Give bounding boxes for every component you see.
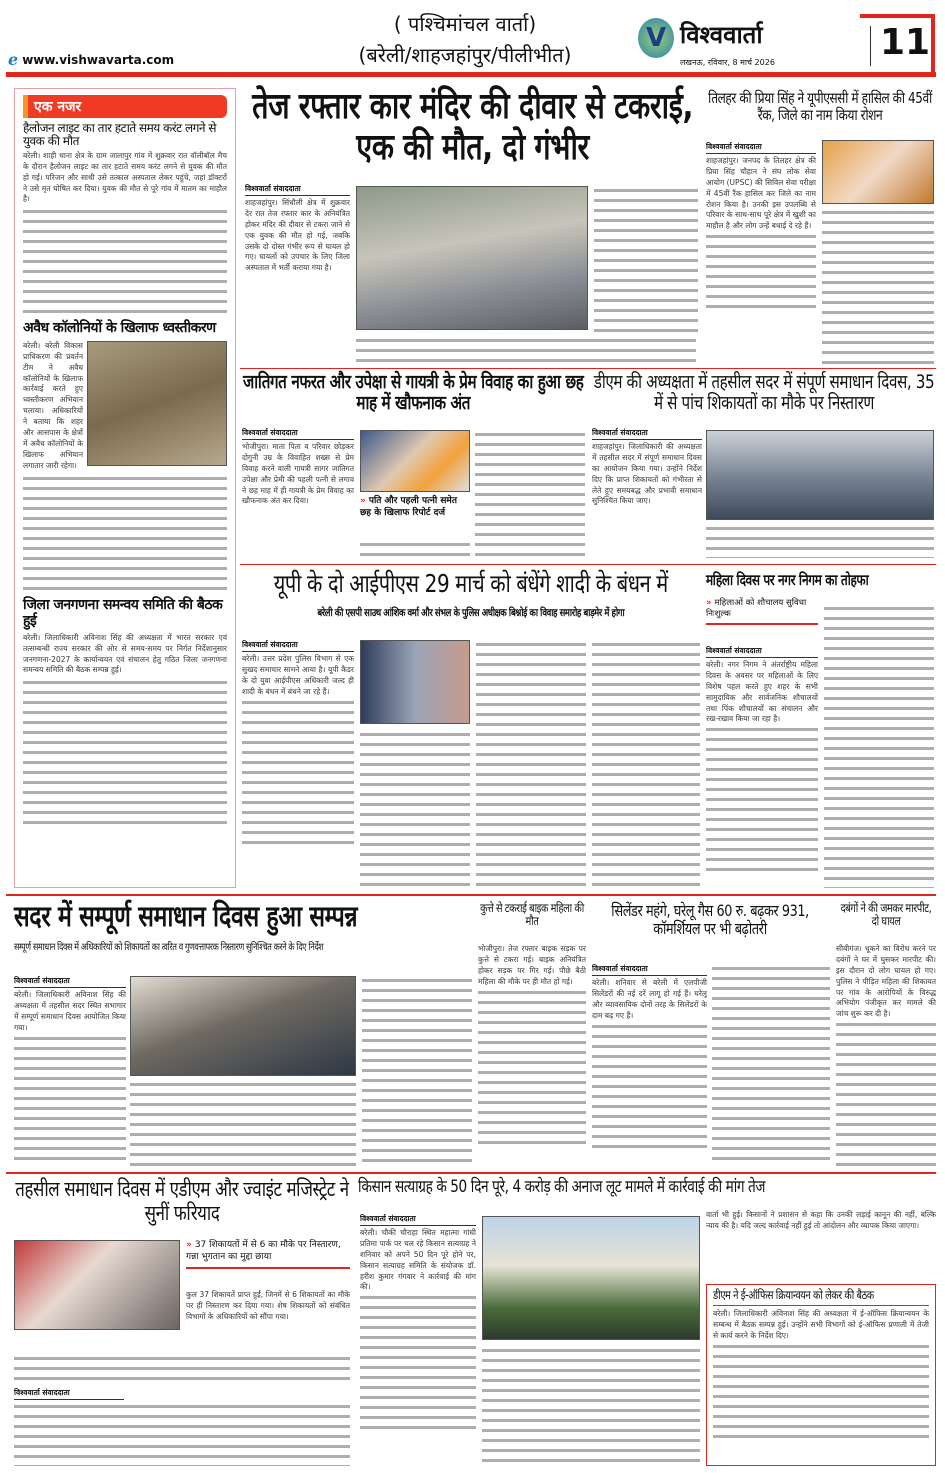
body-text-lines <box>476 640 586 888</box>
chevron-icon: » <box>706 598 712 608</box>
quote-text: महिलाओं को शौचालय सुविधा निःशुल्क <box>706 598 807 620</box>
byline: विश्ववार्ता संवाददाता <box>706 142 816 154</box>
brand-logo <box>638 18 775 68</box>
tehsil-photo <box>14 1240 180 1330</box>
kisan-headline: किसान सत्याग्रह के 50 दिन पूरे, 4 करोड़ की अनाज लूट मामले में कार्रवाई की मांग तेज <box>358 1177 766 1197</box>
dog-article <box>478 944 586 1166</box>
sadar-subhead: सम्पूर्ण समाधान दिवस में अधिकारियों को शिकायतों का त्वरित व गुणवत्तापरक निस्तारण सुनिश्चित करने के दिए निर्देश <box>14 942 324 953</box>
eoffice-box <box>706 1284 936 1466</box>
edition-title <box>300 10 630 68</box>
byline: विश्ववार्ता संवाददाता <box>706 646 818 658</box>
article-text: बरेली। उत्तर प्रदेश पुलिस विभाग से एक सुखद समाचार सामने आया है। यूपी कैडर के दो युवा आईपीएस अधिकारी जल्द ही शादी के बंधन में बंधने जा रहे हैं। <box>242 654 354 696</box>
edition-name: ( पश्चिमांचल वार्ता) <box>393 12 537 36</box>
dabang-article <box>836 944 936 1166</box>
ek-nazar-tag: एक नजर <box>23 95 227 118</box>
body-text-lines <box>713 1342 929 1442</box>
divider <box>6 894 936 896</box>
article-text: भोजीपुरा। तेज रफ्तार बाइक सड़क पर कुत्ते से टकरा गई। बाइक अनियंत्रित होकर सड़क पर गिर गई। पीछे बैठी महिला की मौके पर ही मौत हो गई। <box>478 944 586 986</box>
body-text-lines <box>592 1022 707 1152</box>
priya-singh-photo <box>822 140 934 204</box>
tehsil-article-2 <box>14 1388 350 1466</box>
ips-subhead: बरेली की एसपी साउथ आंशिक वर्मा और संभल के पुलिस अधीक्षक बिश्नोई का विवाह समारोह बाड़मेर में होगा <box>317 607 625 619</box>
article-text: बरेली। जिलाधिकारी अविनाश सिंह की अध्यक्षता में ई-ऑफिस क्रियान्वयन के सम्बन्ध में बैठक सम्पन्न हुई। उन्होंने सभी विभागों को ई-ऑफिस प्रणाली में तेजी से कार्य करने के निर्देश दिए। <box>713 1309 929 1341</box>
dabang-headline: दबंगों ने की जमकर मारपीट, दो घायल <box>840 901 932 929</box>
body-text-lines <box>14 1034 126 1164</box>
article-text: भोजीपुरा। माता पिता व परिवार छोड़कर दोगुनी उम्र के विवाहित शख्स से प्रेम विवाह करने वाली गायत्री सागर जातिगत उपेक्षा और प्रेमी की पहली पत्नी से लगाव ने छह माह में ही गायत्री के प्रेम विवाह का खौफनाक अंत कर दिया। <box>242 442 354 506</box>
body-text-lines <box>356 336 696 364</box>
body-text-lines <box>706 232 816 312</box>
gayatri-headline: जातिगत नफरत और उपेक्षा से गायत्री के प्रेम विवाह का हुआ छह माह में खौफनाक अंत <box>243 371 584 415</box>
kisan-satyagraha-photo <box>482 1216 700 1340</box>
overturned-car-photo <box>356 186 588 330</box>
women-day-headline: महिला दिवस पर नगर निगम का तोहफा <box>706 571 869 589</box>
lead-headline: तेज रफ्तार कार मंदिर की दीवार से टकराई, एक की मौत, दो गंभीर <box>252 86 694 169</box>
dm-sadar-article <box>592 428 702 556</box>
divider <box>240 564 936 565</box>
divider <box>713 1305 929 1306</box>
article-text: बरेली। चौकी चौराहा स्थित महात्मा गांधी प्रतिमा पार्क पर चल रहे किसान सत्याग्रह ने शनिवार को अपने 50 दिन पूरे होने पर, किसान सत्याग्रह समिति के संयोजक डॉ. हरीश कुमार गंगवार ने कार्रवाई की मांग की। <box>360 1228 476 1292</box>
item-text: बरेली। जिलाधिकारी अविनाश सिंह की अध्यक्षता में भारत सरकार एवं तत्सम्बन्धी राज्य सरकार की ओर से समय-समय पर निर्गत निर्देशानुसार जनगणना-2027 के कार्यान्वयन एवं संचालन हेतु गठित जिला जनगणना समन्वय समिति की बैठक सम्पन्न हुई। <box>23 632 227 675</box>
article-text: सीबीगंज। धूकने का विरोध करने पर दबंगों ने घर में घुसकर मारपीट की। इस दौरान दो लोग घायल हो गए। पुलिस ने पीड़ित महिला की शिकायत पर गांव के आरोपियों के विरुद्ध अभियोग पंजीकृत कर मामले की जांच शुरू कर दी है। <box>836 944 936 1019</box>
tehsil-text: कुल 37 शिकायतें प्राप्त हुईं, जिनमें से 6 शिकायतों का मौके पर ही निस्तारण कर दिया गया। शेष शिकायतों को संबंधित विभागों के अधिकारियों को सौंपा गया। <box>186 1290 350 1321</box>
article-text: बरेली। नगर निगम ने अंतर्राष्ट्रीय महिला दिवस के अवसर पर महिलाओं के लिए विशेष पहल करते हुए शहर के सभी सामुदायिक और सार्वजनिक शौचालयों तथा पिंक शौचालयों का संचालन और रख-रखाव किया जा रहा है। <box>706 660 818 724</box>
article-text: शाहजहांपुर। सिंधौली क्षेत्र में शुक्रवार देर रात तेज रफ्तार कार के अनियंत्रित होकर मंदिर की दीवार से टकरा जाने से एक युवक की मौत हो गई, जबकि उसके दो दोस्त गंभीर रूप से घायल हो गए। घायलों को उपचार के लिए जिला अस्पताल में भर्ती कराया गया है। <box>245 198 350 273</box>
byline: विश्ववार्ता संवाददाता <box>14 1388 124 1400</box>
body-text-lines <box>242 698 354 848</box>
body-text-lines <box>14 1402 350 1466</box>
body-text-lines <box>14 1354 350 1384</box>
byline: विश्ववार्ता संवाददाता <box>242 428 354 440</box>
article-text: बरेली। जिलाधिकारी अविनाश सिंह की अध्यक्षता में तहसील सदर स्थित सभागार में सम्पूर्ण समाधान दिवस आयोजित किया गया। <box>14 990 126 1032</box>
kisan-text-continued: वार्ता भी हुई। किसानों ने प्रशासन से कहा कि उनकी लड़ाई कानून की नहीं, बल्कि न्याय की है। यदि जल्द कार्रवाई नहीं हुई तो आंदोलन और व्यापक किया जाएगा। <box>706 1210 936 1230</box>
tehsil-headline: तहसील समाधान दिवस में एडीएम और ज्वाइंट मजिस्ट्रेट ने सुनीं फरियाद <box>15 1177 349 1225</box>
body-text-lines <box>362 976 472 1166</box>
body-text-lines <box>23 678 227 828</box>
body-text-lines <box>482 1346 700 1466</box>
page-number-box <box>860 14 935 72</box>
article-text: शाहजहांपुर। जिलाधिकारी की अध्यक्षता में तहसील सदर में संपूर्ण समाधान दिवस का आयोजन किया गया। उन्होंने निर्देश दिए कि प्राप्त शिकायतों को गंभीरता से लेते हुए समयबद्ध और प्रभावी समाधान सुनिश्चित किया जाए। <box>592 442 702 506</box>
priya-article <box>706 142 816 367</box>
item-headline: जिला जनगणना समन्वय समिति की बैठक हुई <box>23 597 223 630</box>
body-text-lines <box>360 730 470 888</box>
body-text-lines <box>478 988 586 1148</box>
item-headline: अवैध कॉलोनियों के खिलाफ ध्वस्तीकरण <box>23 320 216 337</box>
kisan-article <box>360 1214 476 1466</box>
body-text-lines <box>23 474 227 594</box>
chevron-icon: » <box>186 1240 192 1250</box>
ek-nazar-box <box>14 88 236 888</box>
ips-article <box>242 640 354 888</box>
divider <box>240 368 936 369</box>
caption-text: 37 शिकायतों में से 6 का मौके पर निस्तारण, गन्ना भुगतान का मुद्दा छाया <box>186 1240 341 1262</box>
eoffice-headline: डीएम ने ई-ऑफिस क्रियान्वयन को लेकर की बैठक <box>713 1288 874 1302</box>
body-text-lines <box>475 430 585 556</box>
item-text: बरेली। बरेली विकास प्राधिकरण की प्रवर्तन टीम ने अवैध कॉलोनियों के खिलाफ कार्रवाई करते हुए ध्वस्तीकरण अभियान चलाया। अधिकारियों ने बताया कि शहर और आसपास के क्षेत्रों में अवैध कॉलोनियों के खिलाफ अभियान लगातार जारी रहेगा। <box>23 340 83 470</box>
item-text: बरेली। शाही थाना क्षेत्र के ग्राम जालापुर गांव में शुक्रवार रात वॉलीबॉल मैच के दौरान हैलोजन लाइट का तार हटाते समय करंट लगने से युवक की मौत हो गई। परिजन और साथी उसे तत्काल अस्पताल लेकर पहुंचे, जहां डॉक्टरों ने उसे मृत घोषित कर दिया। युवक की मौत से पूरे गांव में मातम का माहौल है। <box>23 150 227 204</box>
divider <box>6 1172 936 1174</box>
globe-v-logo-icon: V <box>638 18 674 58</box>
page-number: 11 <box>880 22 931 63</box>
body-text-lines <box>706 524 934 558</box>
byline: विश्ववार्ता संवाददाता <box>592 428 702 440</box>
body-text-lines <box>592 640 700 888</box>
dog-headline: कुत्ते से टकराई बाइक महिला की मौत <box>480 901 584 929</box>
edition-cities: (बरेली/शाहजहांपुर/पीलीभीत) <box>358 43 572 67</box>
wedding-photo <box>360 430 470 492</box>
body-text-lines <box>594 186 698 332</box>
website-link[interactable]: e www.vishwavarta.com <box>8 50 175 69</box>
article-text: शाहजहांपुर। जनपद के तिलहर क्षेत्र की प्रिया सिंह चौहान ने संघ लोक सेवा आयोग (UPSC) की सिविल सेवा परीक्षा में 45वीं रैंक हासिल कर जिले का नाम रोशन किया है। उनकी इस उपलब्धि से परिवार के साथ-साथ पूरे क्षेत्र में खुशी का माहौल है और लोग उन्हें बधाई दे रहे हैं। <box>706 156 816 231</box>
cylinder-article <box>592 964 707 1167</box>
body-text-lines <box>360 1293 476 1433</box>
ips-officers-photo <box>360 640 470 724</box>
body-text-lines <box>712 964 830 1167</box>
item-headline: हैलोजन लाइट का तार हटाते समय करंट लगने से युवक की मौत <box>23 121 217 149</box>
ips-headline: यूपी के दो आईपीएस 29 मार्च को बंधेंगे शादी के बंधन में <box>273 569 668 598</box>
dm-sadar-headline: डीएम की अध्यक्षता में तहसील सदर में संपूर्ण समाधान दिवस, 35 में से पांच शिकायतों का मौके पर निस्तारण <box>593 371 935 415</box>
byline: विश्ववार्ता संवाददाता <box>592 964 707 976</box>
samadhan-diwas-photo <box>706 430 934 520</box>
car-article-col1 <box>245 184 350 364</box>
body-text-lines <box>23 207 227 317</box>
sadar-meeting-photo <box>130 976 356 1076</box>
women-day-article <box>706 646 818 888</box>
browser-e-icon: e <box>8 50 19 69</box>
article-text: बरेली। शनिवार से बरेली में एलपीजी सिलेंडरों की नई दरें लागू हो गई हैं। घरेलू और व्यावसायिक दोनों तरह के सिलेंडरों के दाम बढ़ गए हैं। <box>592 978 707 1020</box>
sadar-headline: सदर में सम्पूर्ण समाधान दिवस हुआ सम्पन्न <box>14 899 358 933</box>
chevron-icon: » <box>360 496 366 506</box>
byline: विश्ववार्ता संवाददाता <box>14 976 126 988</box>
priya-headline: तिलहर की प्रिया सिंह ने यूपीएससी में हासिल की 45वीं रैंक, जिले का नाम किया रोशन <box>708 89 932 124</box>
body-text-lines <box>706 725 818 875</box>
body-text-lines <box>824 604 934 888</box>
tehsil-caption <box>186 1240 350 1269</box>
caption-text: पति और पहली पत्नी समेत छह के खिलाफ रिपोर्ट दर्ज <box>360 496 457 518</box>
byline: विश्ववार्ता संवाददाता <box>360 1214 476 1226</box>
byline: विश्ववार्ता संवाददाता <box>245 184 350 196</box>
demolition-photo <box>87 341 227 466</box>
dateline: लखनऊ, रविवार, 8 मार्च 2026 <box>680 58 775 67</box>
gayatri-article <box>242 428 354 556</box>
body-text-lines <box>130 1080 356 1166</box>
body-text-lines <box>360 540 470 556</box>
cylinder-headline: सिलेंडर महंगे, घरेलू गैस 60 रु. बढ़कर 931, कॉमर्शियल पर भी बढ़ोतरी <box>611 901 809 938</box>
sadar-article <box>14 976 126 1167</box>
brand-name: विश्ववार्ता <box>680 21 763 49</box>
body-text-lines <box>836 1020 936 1166</box>
women-day-quote <box>706 598 818 625</box>
byline: विश्ववार्ता संवाददाता <box>242 640 354 652</box>
body-text-lines <box>822 208 934 366</box>
gayatri-caption <box>360 496 470 519</box>
header-rule <box>6 72 936 77</box>
